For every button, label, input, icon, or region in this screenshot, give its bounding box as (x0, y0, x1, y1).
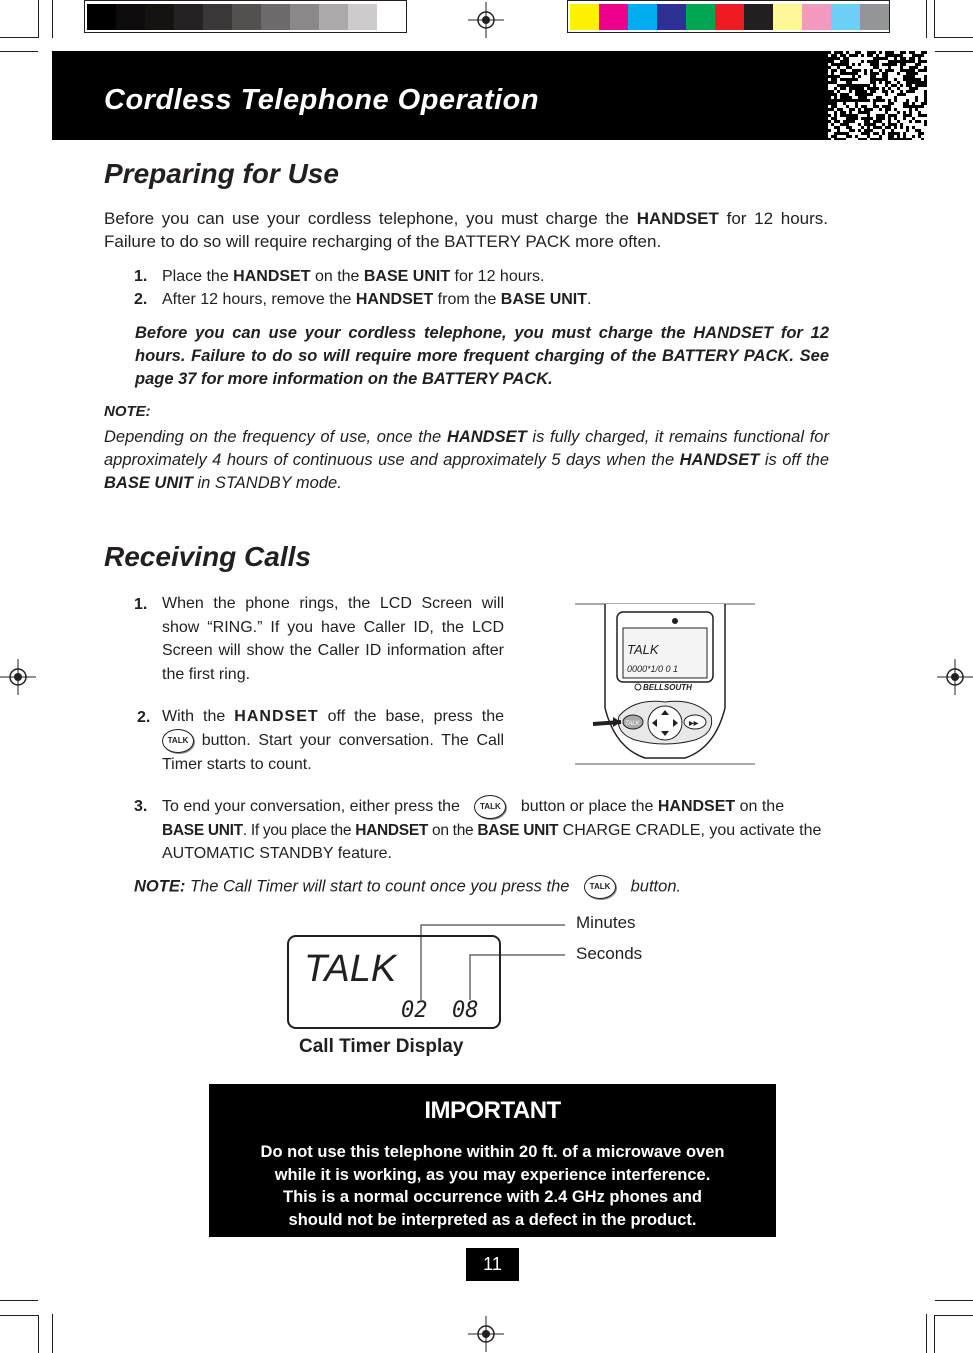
important-line: should not be interpreted as a defect in the product. (288, 1210, 697, 1229)
timer-minutes: 02 (401, 998, 428, 1023)
handset-brand: BELLSOUTH (643, 683, 692, 692)
timer-seconds: 08 (452, 998, 479, 1023)
handset-talk-key-label: TALK (625, 721, 640, 727)
talk-button-icon: TALK (584, 875, 616, 899)
handset-lcd-text: TALK (627, 642, 659, 657)
timer-lcd-text: TALK (304, 948, 397, 990)
note-label: NOTE: (104, 403, 151, 420)
important-line: This is a normal occurrence with 2.4 GHz phones and (282, 1188, 703, 1206)
talk-button-icon: TALK (474, 795, 506, 819)
talk-button-icon: TALK (162, 729, 194, 753)
svg-text:▶▶: ▶▶ (689, 721, 699, 727)
page-number: 11 (466, 1248, 519, 1281)
handset-lcd-digits: 0000*1/0 0 1 (627, 664, 679, 674)
important-box (209, 1084, 776, 1237)
note-text: Depending on the frequency of use, once the HANDSET is fully charged, it remains functional for approximately 4 hours of continuous use and approximately 5 days when the HANDSET is off the BASE UNIT in STANDBY mode. (104, 428, 829, 492)
seconds-label: Seconds (576, 944, 643, 963)
important-line: Do not use this telephone within 20 ft. of a microwave oven (260, 1143, 725, 1161)
receiving-note: NOTE: The Call Timer will start to count once you press the TALK button. (134, 875, 774, 899)
important-line: while it is working, as you may experience interference. (274, 1165, 711, 1184)
preparing-intro: Before you can use your cordless telephone, you must charge the HANDSET for 12 hours. Failure to do so will require recharging of the BATTERY PACK more often. (104, 209, 829, 251)
important-title: IMPORTANT (424, 1097, 561, 1124)
preparing-title: Preparing for Use (104, 158, 339, 189)
minutes-label: Minutes (576, 913, 636, 932)
receiving-title: Receiving Calls (104, 541, 311, 572)
header-title: Cordless Telephone Operation (104, 84, 540, 116)
charge-warning: Before you can use your cordless telephone, you must charge the HANDSET for 12 hours. Failure to do so will require more frequent charging of the BATTERY PACK. See page 37 for more information on the BATTERY PACK. (135, 324, 829, 388)
timer-caption: Call Timer Display (299, 1036, 464, 1057)
